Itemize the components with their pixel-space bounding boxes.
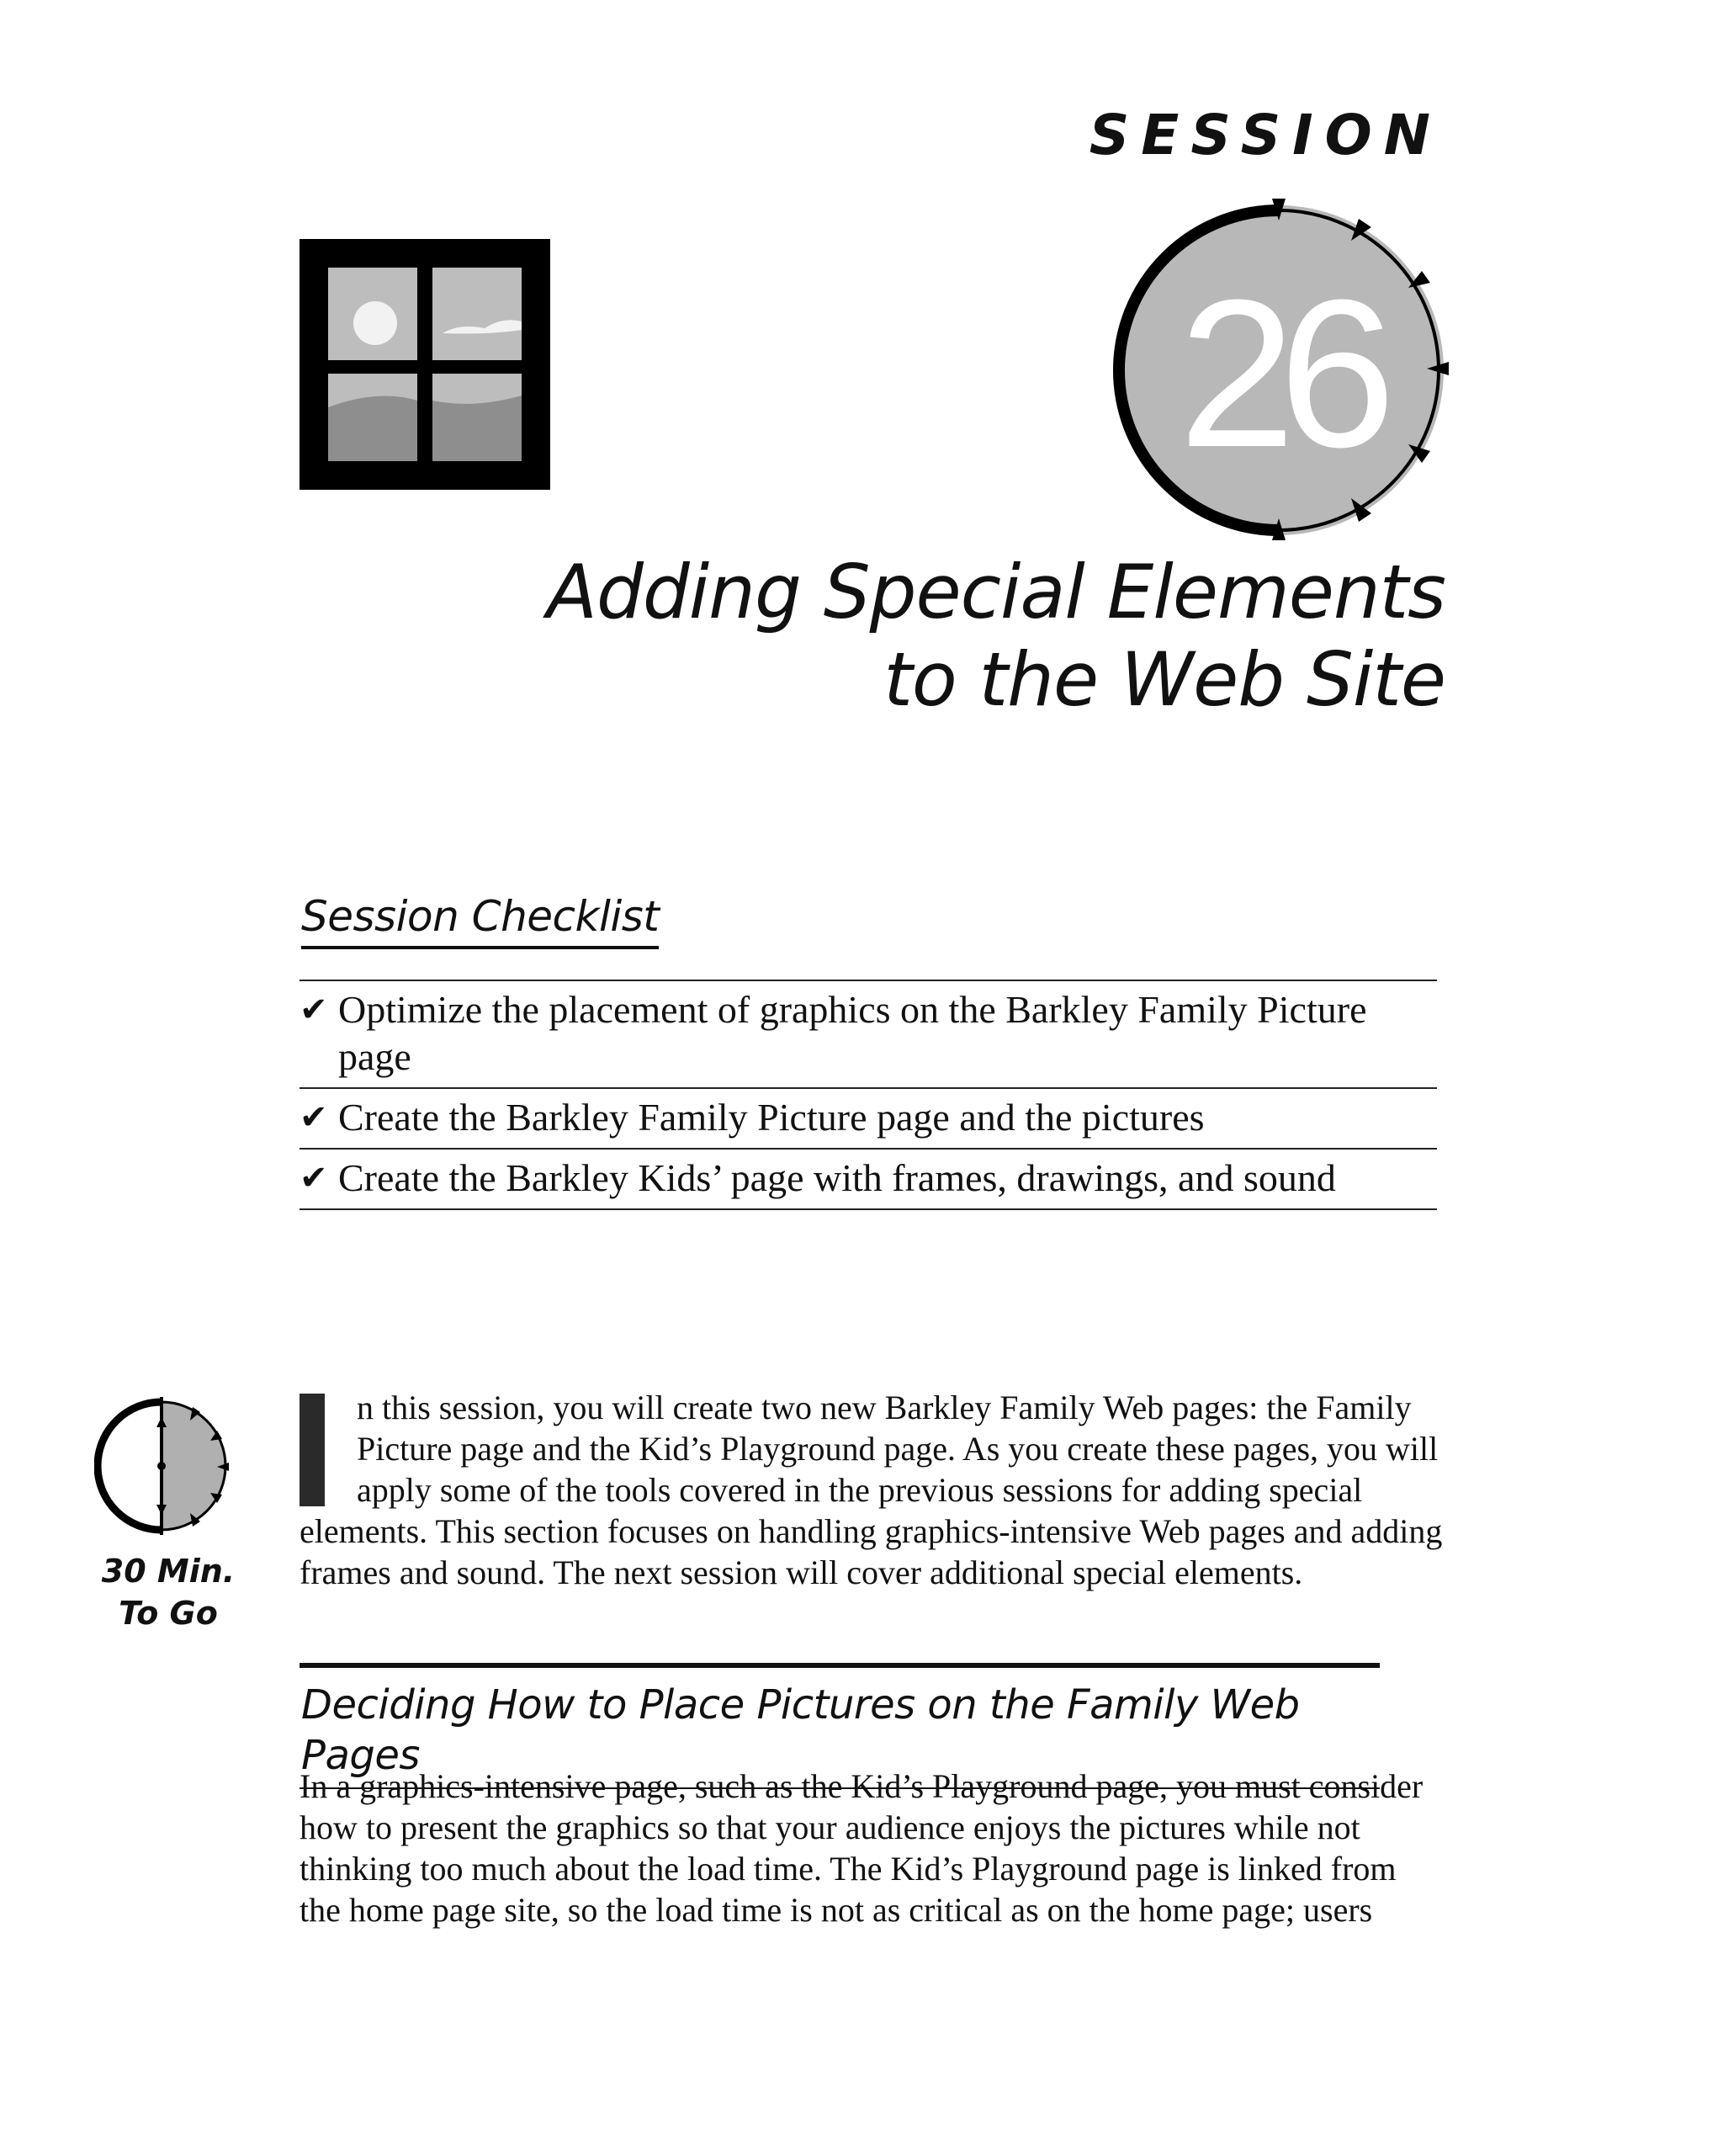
chapter-title-line1: Adding Special Elements <box>546 549 1445 635</box>
checkmark-icon: ✔ <box>300 1098 328 1137</box>
checklist-item <box>300 981 1437 1089</box>
session-label: SESSION <box>1089 103 1442 167</box>
section-heading: Deciding How to Place Pictures on the Family Web Pages <box>300 1663 1380 1789</box>
timer-label-line1: 30 Min. <box>101 1553 236 1590</box>
checklist-item-text: Create the Barkley Family Picture page and the pictures <box>338 1096 1205 1139</box>
chapter-title <box>547 549 1445 724</box>
window-picture-icon <box>300 239 550 490</box>
checklist-heading: Session Checklist <box>301 892 659 949</box>
checklist-item-text: Optimize the placement of graphics on the Barkley Family Picture page <box>338 988 1367 1078</box>
timer-label <box>84 1550 252 1634</box>
stopwatch-icon <box>94 1390 237 1542</box>
session-checklist <box>300 980 1437 1210</box>
checklist-item <box>300 1089 1437 1150</box>
checkmark-icon: ✔ <box>300 1159 328 1197</box>
checkmark-icon: ✔ <box>300 990 328 1029</box>
checklist-item-text: Create the Barkley Kids’ page with frames, drawings, and sound <box>338 1156 1336 1199</box>
checklist-item <box>300 1150 1437 1210</box>
body-paragraph: In a graphics-intensive page, such as the Kid’s Playground page, you must consider how to present the graphics so that your audience enjoys the pictures while not thinking too much about the load time. The Kid’s Playground page is linked from the home page site, so the load time is not as critical as on the home page; users <box>300 1767 1423 1929</box>
intro-text: n this session, you will create two new Barkley Family Web pages: the Family Picture page and the Kid’s Playground page. As you create these pages, you will apply some of the tools covered in the previous sessions for adding special elements. This section focuses on handling graphics-intensive Web pages and adding frames and sound. The next session will cover additional special elements. <box>300 1389 1443 1591</box>
intro-paragraph <box>300 1387 1444 1593</box>
chapter-title-line2: to the Web Site <box>883 636 1445 723</box>
timer-label-line2: To Go <box>119 1595 218 1632</box>
drop-cap <box>300 1394 325 1506</box>
session-number: 26 <box>1178 256 1380 491</box>
session-clock-icon <box>1111 194 1464 547</box>
